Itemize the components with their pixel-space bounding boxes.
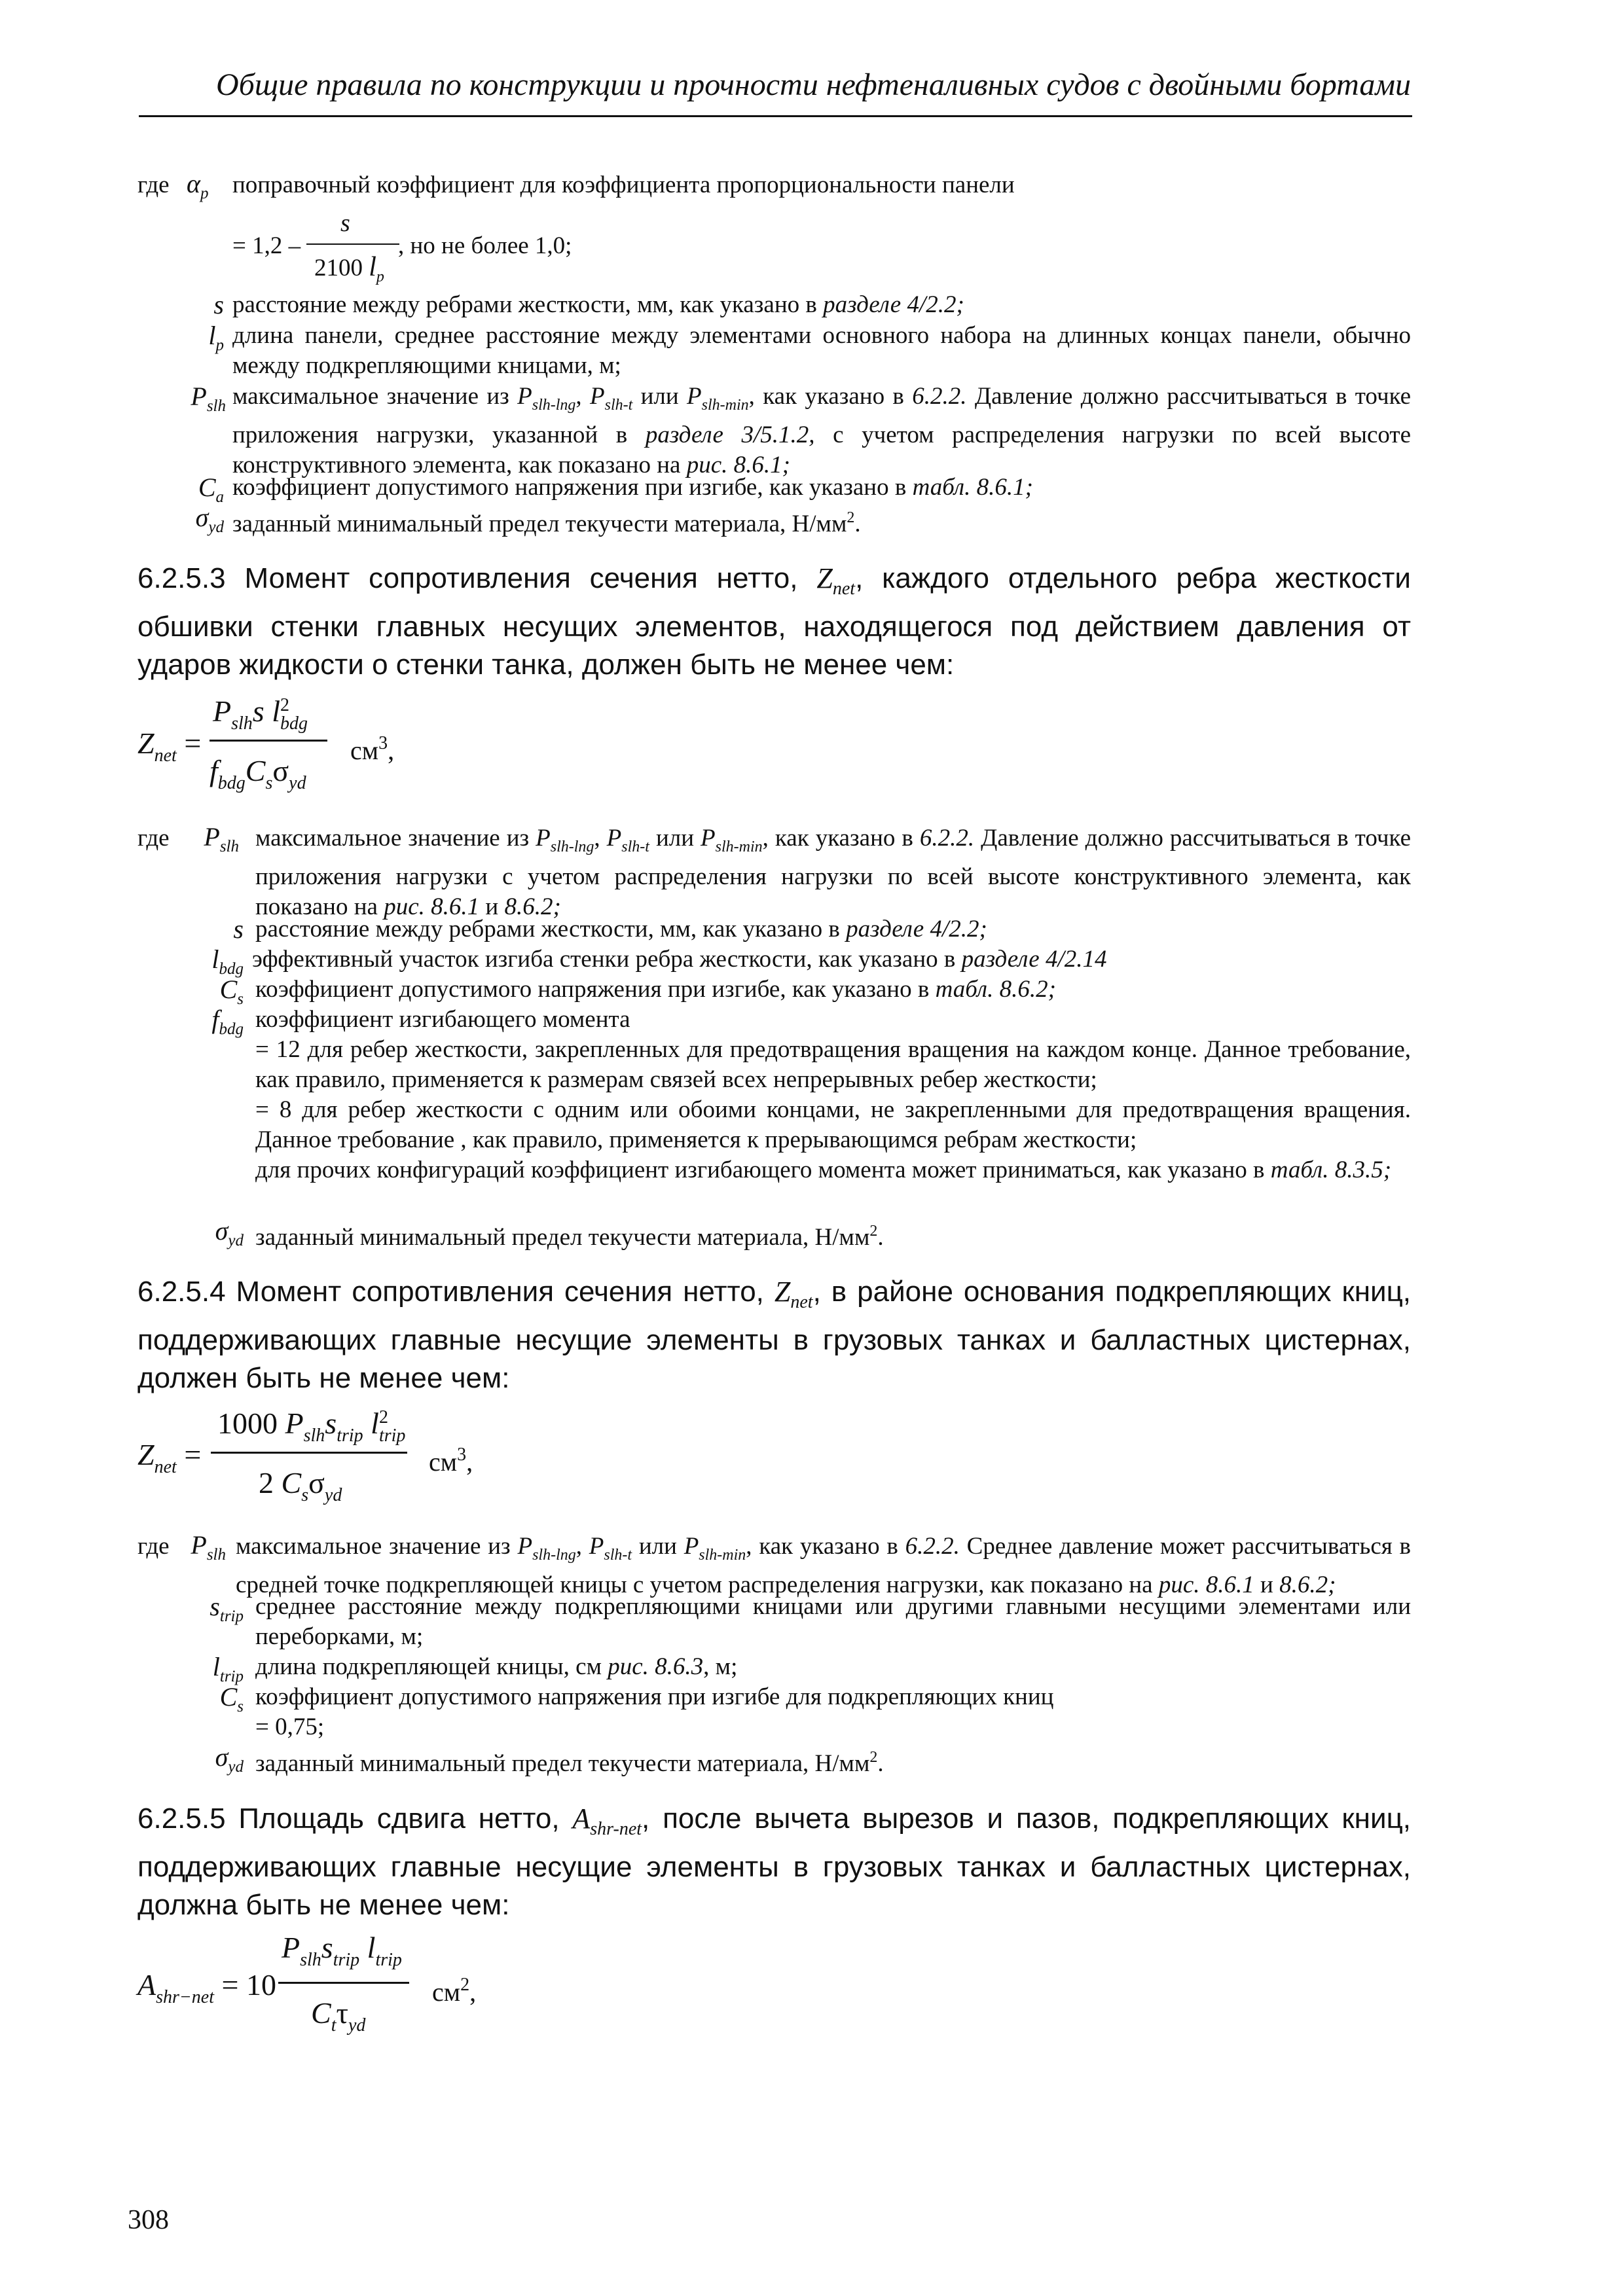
where-label-3: где (137, 1533, 170, 1560)
cs-symbol: $C_s$ (219, 975, 244, 1008)
fbdg-value-12: = 12 для ребер жесткости, закрепленных для предотвращения вращения на каждом конце. Данное требование, как правило, применяется к размерам связей всех непрерывных ребер жесткости; (255, 1036, 1411, 1093)
pslh-description-3: максимальное значение из $P_{slh-lng}$, $P_{slh-t}$ или $P_{slh-min}$, как указано в 6.2.2. Среднее давление может рассчитываться в средней точке подкрепляющей кницы с учетом распределения нагрузки, как показано на рис. 8.6.1 и 8.6.2; (236, 1533, 1412, 1598)
alpha-symbol: $\alpha_p$ (187, 169, 209, 202)
pslh-description-2: максимальное значение из $P_{slh-lng}$, $P_{slh-t}$ или $P_{slh-min}$, как указано в 6.2.2. Давление должно рассчитываться в точке приложения нагрузки с учетом распределения нагрузки по всей высоте конструктивного элемента, как показано на рис. 8.6.1 и 8.6.2; (255, 825, 1411, 920)
fbdg-other: для прочих конфигураций коэффициент изгибающего момента может приниматься, как указано в табл. 8.3.5; (255, 1157, 1392, 1183)
section-6-2-5-5-heading: 6.2.5.5 Площадь сдвига нетто, $A_{shr-net}$, после вычета вырезов и пазов, подкрепляющих книц, поддерживающих главные несущие элементы в грузовых танках и балластных цистернах, должна быть не менее чем: (137, 1803, 1411, 1921)
formula-3-lhs: $A_{shr-net} = 10$ (137, 1968, 276, 2007)
strip-symbol: $s_{trip}$ (210, 1592, 244, 1625)
sigma-yd-description-3: заданный минимальный предел текучести материала, $Н/мм^2$. (255, 1749, 884, 1777)
s-symbol: s (213, 290, 224, 319)
formula-3-bar (278, 1982, 409, 1984)
formula-3-numerator: $P_{slh}s_{trip}$ $l_{trip}$ (282, 1931, 402, 1970)
alpha-formula-tail: , но не более 1,0; (398, 232, 572, 259)
section-6-2-5-3-heading: 6.2.5.3 Момент сопротивления сечения нетто, $Z_{net}$, каждого отдельного ребра жесткости обшивки стенки главных несущих элементов, находящегося под действием давления от ударов жидкости о стенки танка, должен быть не менее чем: (137, 562, 1411, 681)
strip-description: среднее расстояние между подкрепляющими кницами или другими главными несущими элементами или переборками, м; (255, 1593, 1411, 1650)
alpha-formula-lhs: = 1,2 – (232, 232, 301, 259)
cs-description-2: коэффициент допустимого напряжения при изгибе для подкрепляющих книц (255, 1683, 1054, 1710)
formula-2-lhs: $Z_{net}$ = (137, 1438, 202, 1477)
s-description-2: расстояние между ребрами жесткости, мм, как указано в разделе 4/2.2; (255, 916, 987, 942)
sigma-yd-symbol-2: $\sigma_{yd}$ (215, 1216, 244, 1249)
formula-1-denominator: $f_{bdg}C_s\sigma_{yd}$ (210, 754, 306, 793)
ca-symbol: $C_a$ (198, 473, 224, 506)
lbdg-symbol: $l_{bdg}$ (211, 944, 244, 978)
pslh-symbol-2: $P_{slh}$ (204, 822, 239, 855)
fbdg-description: коэффициент изгибающего момента (255, 1006, 630, 1033)
formula-2-numerator: 1000 $P_{slh}s_{trip}$ $l^2_{trip}$ (217, 1407, 406, 1446)
alpha-formula-numerator: s (340, 209, 350, 237)
pslh-symbol: $P_{slh}$ (191, 382, 226, 415)
formula-1-unit: $см^3$, (350, 733, 395, 765)
alpha-formula-bar (306, 243, 399, 245)
cs-symbol-2: $C_s$ (219, 1682, 244, 1715)
ltrip-symbol: $l_{trip}$ (212, 1652, 244, 1685)
sigma-yd-description: заданный минимальный предел текучести материала, $Н/мм^2$. (232, 509, 861, 537)
lp-symbol: $l_p$ (208, 321, 224, 354)
fbdg-value-8: = 8 для ребер жесткости с одним или обоими концами, не закрепленными для предотвращения вращения. Данное требование , как правило, применяется к прерывающимся ребрам жесткости; (255, 1096, 1411, 1153)
formula-1-lhs: $Z_{net}$ = (137, 726, 202, 766)
fbdg-symbol: $f_{bdg}$ (211, 1005, 244, 1038)
page-number: 308 (128, 2205, 169, 2235)
alpha-formula-denominator: 2100 $l_p$ (314, 252, 384, 285)
where-label: где (137, 171, 170, 198)
pslh-description: максимальное значение из $P_{slh-lng}$, $P_{slh-t}$ или $P_{slh-min}$, как указано в 6.2.2. Давление должно рассчитываться в точке приложения нагрузки, указанной в разделе 3/5.1.2, с учетом распределения нагрузки по всей высоте конструктивного элемента, как показано на рис. 8.6.1; (232, 383, 1412, 478)
alpha-description: поправочный коэффициент для коэффициента пропорциональности панели (232, 171, 1015, 198)
sigma-yd-symbol-3: $\sigma_{yd}$ (215, 1742, 244, 1776)
section-6-2-5-4-heading: 6.2.5.4 Момент сопротивления сечения нетто, $Z_{net}$, в районе основания подкрепляющих книц, поддерживающих главные несущие элементы в грузовых танках и балластных цистернах, должен быть не менее чем: (137, 1276, 1411, 1394)
formula-3-denominator: $C_t\tau_{yd}$ (311, 1996, 366, 2036)
formula-1-numerator: $P_{slh}s$ $l^2_{bdg}$ (213, 694, 308, 734)
header-rule (139, 115, 1412, 117)
ca-description: коэффициент допустимого напряжения при изгибе, как указано в табл. 8.6.1; (232, 474, 1033, 501)
s-description: расстояние между ребрами жесткости, мм, как указано в разделе 4/2.2; (232, 291, 964, 318)
formula-2-denominator: 2 $C_s\sigma_{yd}$ (259, 1466, 342, 1505)
lbdg-description: эффективный участок изгиба стенки ребра жесткости, как указано в разделе 4/2.14 (252, 946, 1107, 973)
where-label-2: где (137, 825, 170, 852)
cs-value: = 0,75; (255, 1713, 325, 1740)
sigma-yd-symbol: $\sigma_{yd}$ (195, 503, 224, 536)
formula-2-bar (211, 1452, 407, 1454)
formula-1-bar (210, 740, 327, 742)
running-header: Общие правила по конструкции и прочности нефтеналивных судов с двойными бортами (216, 67, 1411, 102)
formula-2-unit: $см^3$, (429, 1444, 473, 1477)
formula-3-unit: $см^2$, (432, 1975, 477, 2007)
lp-description: длина панели, среднее расстояние между элементами основного набора на длинных концах панели, обычно между подкрепляющими кницами, м; (232, 322, 1411, 379)
s-symbol-2: s (233, 914, 244, 944)
ltrip-description: длина подкрепляющей кницы, см рис. 8.6.3, м; (255, 1653, 738, 1680)
cs-description: коэффициент допустимого напряжения при изгибе, как указано в табл. 8.6.2; (255, 976, 1056, 1003)
pslh-symbol-3: $P_{slh}$ (191, 1530, 226, 1564)
sigma-yd-description-2: заданный минимальный предел текучести материала, $Н/мм^2$. (255, 1223, 884, 1251)
